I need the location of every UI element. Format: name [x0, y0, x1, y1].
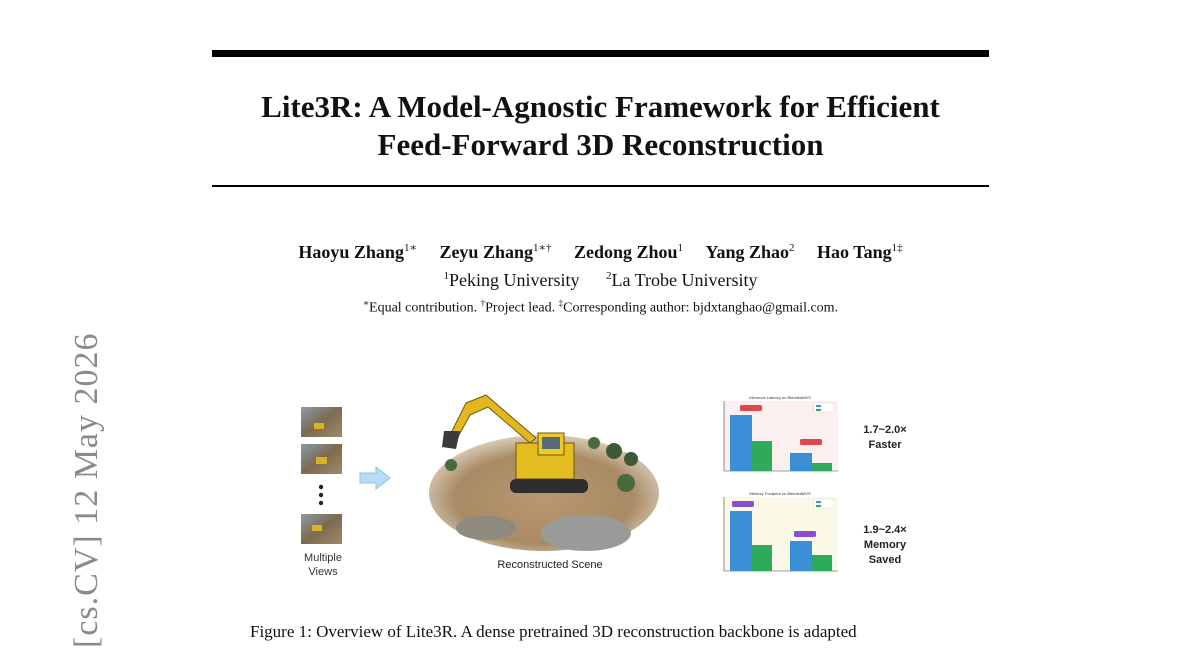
author-notes: ∗Equal contribution. †Project lead. ‡Corresponding author: bjdxtanghao@gmail.com.: [362, 298, 839, 316]
reconstructed-scene-image: [426, 393, 662, 559]
memory-chart-title: Memory Footprint on BlendedMVS: [749, 491, 811, 496]
memory-bar-lite3r-2: [812, 555, 832, 571]
input-views-icon: [300, 407, 345, 547]
memory-bar-baseline-2: [790, 541, 812, 571]
author: Zedong Zhou$^1$: [573, 242, 684, 262]
latency-bar-baseline-1: [730, 415, 752, 471]
arrow-right-icon: [358, 465, 392, 491]
author: Zeyu Zhang$^{1∗\dagger}$: [439, 242, 552, 262]
latency-bar-lite3r-2: [812, 463, 832, 471]
title-line-1: Lite3R: A Model-Agnostic Framework for Efficient: [261, 89, 940, 124]
latency-chart-title: Inference Latency on BlendedMVS: [749, 395, 811, 400]
paper-title: [212, 88, 989, 164]
figure-caption: Figure 1: Overview of Lite3R. A dense pretrained 3D reconstruction backbone is adapted: [250, 622, 857, 641]
author-list: [212, 241, 989, 263]
multiple-views-label: Multiple Views: [304, 552, 342, 578]
title-bottom-rule: [212, 185, 989, 187]
top-rule: [212, 50, 989, 57]
figure-1: [290, 385, 930, 585]
memory-chart: [714, 489, 842, 579]
memory-bar-lite3r-1: [752, 545, 772, 571]
latency-chart: [714, 393, 842, 479]
memory-bar-baseline-1: [730, 511, 752, 571]
latency-bar-lite3r-1: [752, 441, 772, 471]
memory-saved-stat: 1.9~2.4× Memory Saved: [863, 524, 907, 566]
affiliation: $^1$Peking University: [443, 270, 580, 290]
title-line-2: Feed-Forward 3D Reconstruction: [377, 127, 824, 162]
speedup-stat: 1.7~2.0× Faster: [863, 424, 907, 451]
arxiv-sidebar-stamp: [cs.CV] 12 May 2026: [68, 332, 105, 648]
affiliation: $^2$La Trobe University: [606, 270, 758, 290]
latency-bar-baseline-2: [790, 453, 812, 471]
corresponding-email: Corresponding author: bjdxtanghao@gmail.com.: [563, 300, 839, 316]
affiliations: [212, 270, 989, 291]
author: Hao Tang$^{1\ddagger}$: [817, 242, 903, 262]
author: Haoyu Zhang$^{1∗}$: [298, 242, 417, 262]
reconstructed-scene-label: Reconstructed Scene: [497, 559, 603, 571]
author: Yang Zhao$^2$: [705, 242, 795, 262]
